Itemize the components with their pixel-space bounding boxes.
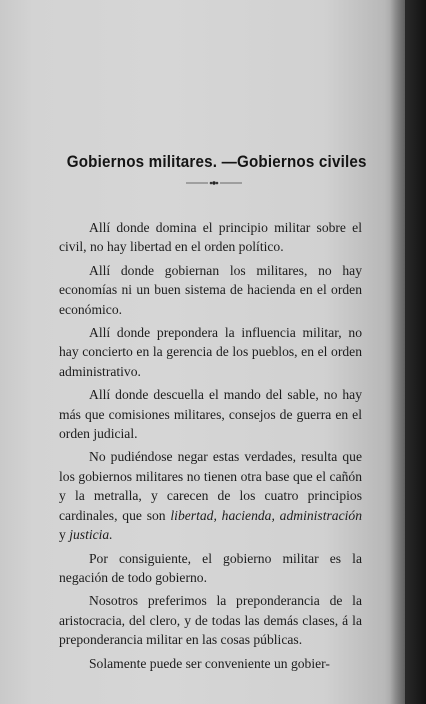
- italic-text: libertad, hacienda, administración: [170, 507, 362, 523]
- paragraph: Allí donde descuella el mando del sable, no hay más que comisiones militares, consejos de guerra en el orden judicial.: [59, 387, 362, 442]
- paragraph-text: y: [59, 527, 66, 543]
- paragraph-text: No pudiéndose negar estas verdades, resulta que los gobiernos militares no tienen otra base que el cañón y la metralla, y carecen de los cuatro principios cardinales, que son: [59, 449, 362, 523]
- title-ornament: [186, 180, 242, 186]
- book-binding-shadow: [390, 0, 426, 704]
- paragraph: Nosotros preferimos la preponderancia de la aristocracia, del clero, y de todas las demás clases, á la preponderancia militar en las cosas públicas.: [59, 593, 362, 648]
- chapter-title: Gobiernos militares. —Gobiernos civiles: [66, 153, 367, 171]
- paragraph: [59, 447, 362, 544]
- paragraph: Por consiguiente, el gobierno militar es la negación de todo gobierno.: [59, 550, 362, 585]
- paragraph: Allí donde gobiernan los militares, no hay economías ni un buen sistema de hacienda en el orden económico.: [59, 262, 362, 317]
- body-text: [59, 218, 362, 677]
- paragraph: Solamente puede ser conveniente un gobier-: [89, 655, 330, 671]
- italic-text: justicia.: [69, 527, 113, 543]
- paragraph: Allí donde domina el principio militar sobre el civil, no hay libertad en el orden político.: [59, 220, 362, 255]
- paragraph: Allí donde prepondera la influencia militar, no hay concierto en la gerencia de los pueblos, en el orden administrativo.: [59, 325, 362, 379]
